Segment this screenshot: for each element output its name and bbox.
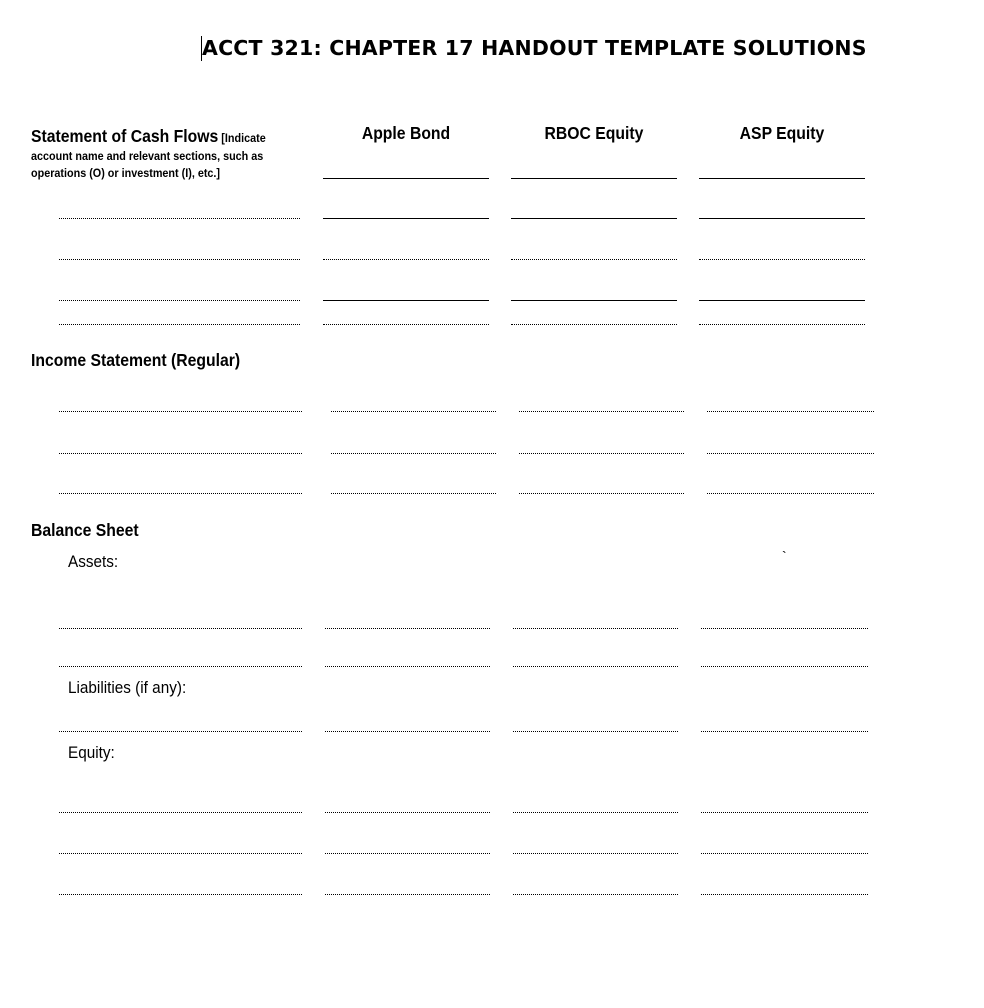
liabilities-label: Liabilities (if any): xyxy=(68,678,187,697)
income-line-apple-3[interactable] xyxy=(331,493,496,494)
balance-sheet-heading: Balance Sheet xyxy=(31,520,139,540)
cash-flow-line-rboc-1[interactable] xyxy=(511,178,677,179)
liabilities-line-asp-1[interactable] xyxy=(701,731,868,732)
equity-line-apple-2[interactable] xyxy=(325,853,490,854)
column-header-asp-equity: ASP Equity xyxy=(739,123,825,143)
page-title: ACCT 321: CHAPTER 17 HANDOUT TEMPLATE SOLUTIONS xyxy=(202,36,867,60)
cash-flow-line-apple-5[interactable] xyxy=(323,324,489,325)
income-line-asp-3[interactable] xyxy=(707,493,874,494)
cash-flow-account-line-2[interactable] xyxy=(59,259,300,260)
liabilities-account-line-1[interactable] xyxy=(59,731,302,732)
assets-line-rboc-1[interactable] xyxy=(513,628,678,629)
income-account-line-2[interactable] xyxy=(59,453,302,454)
income-line-apple-1[interactable] xyxy=(331,411,496,412)
assets-line-apple-2[interactable] xyxy=(325,666,490,667)
equity-line-rboc-2[interactable] xyxy=(513,853,678,854)
cash-flow-line-apple-2[interactable] xyxy=(323,218,489,219)
income-account-line-1[interactable] xyxy=(59,411,302,412)
assets-line-apple-1[interactable] xyxy=(325,628,490,629)
cash-flows-instruction: [Indicate account name and relevant sections, such as operations (O) or investment (I), etc.] xyxy=(31,131,266,180)
column-header-rboc-equity: RBOC Equity xyxy=(544,123,644,143)
column-header-apple-bond: Apple Bond xyxy=(361,123,451,143)
stray-mark: ` xyxy=(782,548,787,564)
cash-flow-line-apple-1[interactable] xyxy=(323,178,489,179)
equity-line-asp-1[interactable] xyxy=(701,812,868,813)
income-line-rboc-3[interactable] xyxy=(519,493,684,494)
cash-flow-account-line-4[interactable] xyxy=(59,324,300,325)
cash-flows-heading-block xyxy=(31,128,306,183)
income-statement-heading: Income Statement (Regular) xyxy=(31,350,241,370)
equity-account-line-2[interactable] xyxy=(59,853,302,854)
cash-flow-line-rboc-2[interactable] xyxy=(511,218,677,219)
assets-line-rboc-2[interactable] xyxy=(513,666,678,667)
cash-flows-heading: Statement of Cash Flows xyxy=(31,126,219,146)
cash-flow-line-rboc-4[interactable] xyxy=(511,300,677,301)
equity-label: Equity: xyxy=(68,743,115,762)
cash-flow-line-asp-3[interactable] xyxy=(699,259,865,260)
assets-account-line-1[interactable] xyxy=(59,628,302,629)
equity-line-apple-3[interactable] xyxy=(325,894,490,895)
liabilities-line-rboc-1[interactable] xyxy=(513,731,678,732)
income-line-rboc-2[interactable] xyxy=(519,453,684,454)
income-line-asp-2[interactable] xyxy=(707,453,874,454)
cash-flow-account-line-3[interactable] xyxy=(59,300,300,301)
equity-line-asp-3[interactable] xyxy=(701,894,868,895)
cash-flow-line-asp-5[interactable] xyxy=(699,324,865,325)
equity-line-rboc-1[interactable] xyxy=(513,812,678,813)
cash-flow-line-rboc-5[interactable] xyxy=(511,324,677,325)
cash-flow-line-rboc-3[interactable] xyxy=(511,259,677,260)
equity-account-line-3[interactable] xyxy=(59,894,302,895)
cash-flow-account-line-1[interactable] xyxy=(59,218,300,219)
cash-flow-line-apple-3[interactable] xyxy=(323,259,489,260)
income-line-rboc-1[interactable] xyxy=(519,411,684,412)
assets-label: Assets: xyxy=(68,552,119,571)
income-account-line-3[interactable] xyxy=(59,493,302,494)
assets-line-asp-2[interactable] xyxy=(701,666,868,667)
liabilities-line-apple-1[interactable] xyxy=(325,731,490,732)
cash-flow-line-asp-1[interactable] xyxy=(699,178,865,179)
assets-account-line-2[interactable] xyxy=(59,666,302,667)
cash-flow-line-apple-4[interactable] xyxy=(323,300,489,301)
cash-flow-line-asp-2[interactable] xyxy=(699,218,865,219)
equity-line-apple-1[interactable] xyxy=(325,812,490,813)
cash-flow-line-asp-4[interactable] xyxy=(699,300,865,301)
income-line-apple-2[interactable] xyxy=(331,453,496,454)
equity-line-rboc-3[interactable] xyxy=(513,894,678,895)
equity-line-asp-2[interactable] xyxy=(701,853,868,854)
equity-account-line-1[interactable] xyxy=(59,812,302,813)
income-line-asp-1[interactable] xyxy=(707,411,874,412)
assets-line-asp-1[interactable] xyxy=(701,628,868,629)
